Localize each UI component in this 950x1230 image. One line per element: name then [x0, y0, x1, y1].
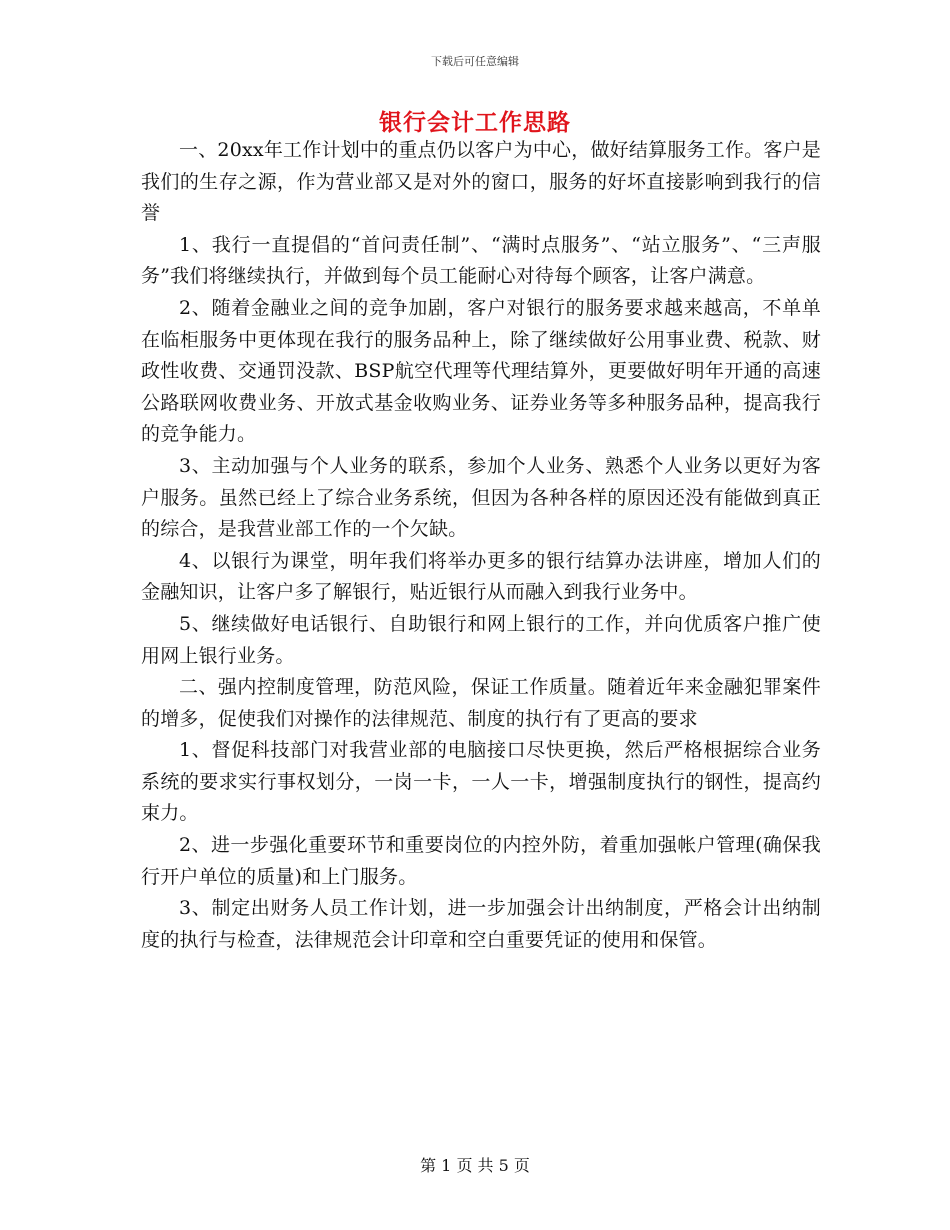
header-note: 下载后可任意编辑: [431, 55, 519, 68]
paragraph-8: 1、督促科技部门对我营业部的电脑接口尽快更换，然后严格根据综合业务系统的要求实行事权划分，一岗一卡，一人一卡，增强制度执行的钢性，提高约束力。: [141, 739, 821, 825]
paragraph-3: 2、随着金融业之间的竞争加剧，客户对银行的服务要求越来越高，不单单在临柜服务中更体现在我行的服务品种上，除了继续做好公用事业费、税款、财政性收费、交通罚没款、BSP航空代理等代理结算外，更要做好明年开通的高速公路联网收费业务、开放式基金收购业务、证券业务等多种服务品种，提高我行的竞争能力。: [141, 296, 821, 446]
paragraph-4: 3、主动加强与个人业务的联系，参加个人业务、熟悉个人业务以更好为客户服务。虽然已经上了综合业务系统，但因为各种各样的原因还没有能做到真正的综合，是我营业部工作的一个欠缺。: [141, 454, 821, 541]
paragraph-7: 二、强内控制度管理，防范风险，保证工作质量。随着近年来金融犯罪案件的增多，促使我们对操作的法律规范、制度的执行有了更高的要求: [141, 676, 821, 730]
paragraph-9: 2、进一步强化重要环节和重要岗位的内控外防，着重加强帐户管理(确保我行开户单位的质量)和上门服务。: [141, 834, 821, 888]
document-title: 银行会计工作思路: [379, 109, 571, 136]
page-footer: 第 1 页 共 5 页: [420, 1156, 530, 1175]
paragraph-1: 一、20xx年工作计划中的重点仍以客户为中心，做好结算服务工作。客户是我们的生存之源，作为营业部又是对外的窗口，服务的好坏直接影响到我行的信誉: [141, 139, 821, 225]
paragraph-2: 1、我行一直提倡的“首问责任制”、“满时点服务”、“站立服务”、“三声服务”我们将继续执行，并做到每个员工能耐心对待每个顾客，让客户满意。: [141, 233, 821, 288]
paragraph-6: 5、继续做好电话银行、自助银行和网上银行的工作，并向优质客户推广使用网上银行业务。: [141, 612, 821, 667]
document-body: [141, 135, 821, 956]
paragraph-5: 4、以银行为课堂，明年我们将举办更多的银行结算办法讲座，增加人们的金融知识，让客户多了解银行，贴近银行从而融入到我行业务中。: [141, 549, 821, 604]
paragraph-10: 3、制定出财务人员工作计划，进一步加强会计出纳制度，严格会计出纳制度的执行与检查，法律规范会计印章和空白重要凭证的使用和保管。: [141, 897, 821, 951]
